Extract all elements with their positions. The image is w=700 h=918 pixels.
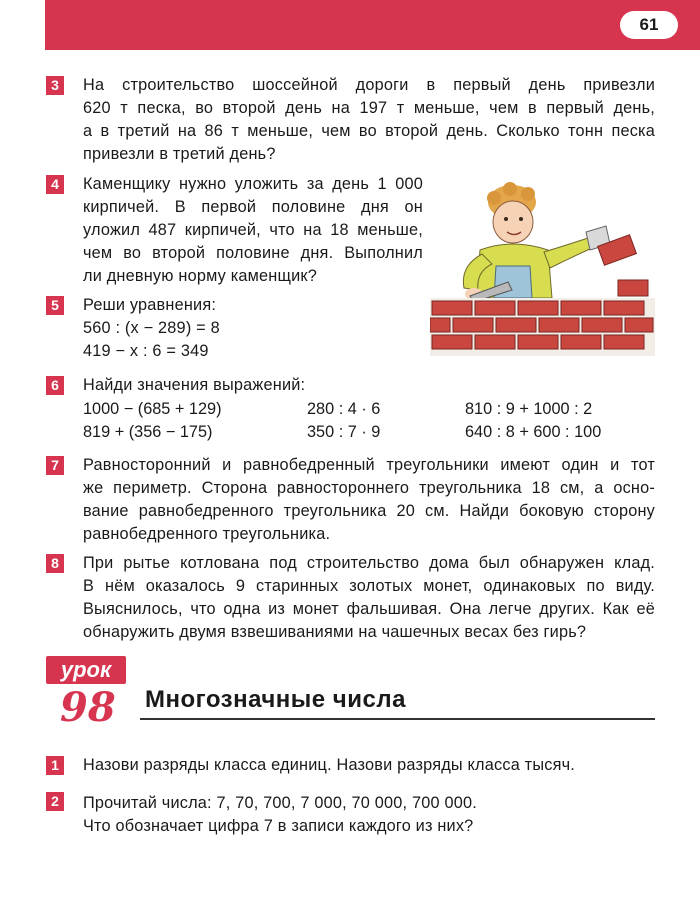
task-6-expression: 350 : 7 · 9 bbox=[307, 423, 381, 441]
task-8-line: Выяснилось, что одна из монет фальшивая. Она легче других. Как её bbox=[83, 600, 655, 618]
task-5-text bbox=[83, 294, 220, 363]
task-4-text bbox=[83, 173, 423, 288]
lesson-task-2-text bbox=[83, 792, 477, 838]
lesson-task-2-line: Прочитай числа: 7, 70, 700, 7 000, 70 000, 700 000. bbox=[83, 794, 477, 812]
lesson-task-1-text bbox=[83, 754, 575, 777]
task-6-expression: 640 : 8 + 600 : 100 bbox=[465, 423, 602, 441]
task-7-line: же периметр. Сторона равностороннего треугольника 18 см, а осно- bbox=[83, 479, 655, 497]
task-4-line: уложил 487 кирпичей, что на 18 меньше, bbox=[83, 221, 423, 239]
lesson-task-2-line: Что обозначает цифра 7 в записи каждого из них? bbox=[83, 817, 474, 835]
task-5-equation: 560 : (x − 289) = 8 bbox=[83, 319, 220, 337]
bricklayer-illustration bbox=[430, 180, 655, 356]
lesson-task-2-number: 2 bbox=[46, 792, 64, 811]
task-8-line: обнаружить двумя взвешиваниями на чашечных весах без гирь? bbox=[83, 623, 587, 641]
task-3-line: 620 т песка, во второй день на 197 т меньше, чем в первый день, bbox=[83, 99, 655, 117]
task-6-expression: 1000 − (685 + 129) bbox=[83, 400, 222, 418]
task-5-equation: 419 − x : 6 = 349 bbox=[83, 342, 209, 360]
task-5-number: 5 bbox=[46, 296, 64, 315]
task-7-text bbox=[83, 454, 655, 546]
lesson-title: Многозначные числа bbox=[145, 686, 406, 713]
task-6-number: 6 bbox=[46, 376, 64, 395]
task-4-line: ли дневную норму каменщик? bbox=[83, 267, 317, 285]
task-8-line: При рытье котлована под строительство дома был обнаружен клад. bbox=[83, 554, 655, 572]
task-4-line: Каменщику нужно уложить за день 1 000 bbox=[83, 175, 423, 193]
task-6-expression: 810 : 9 + 1000 : 2 bbox=[465, 400, 593, 418]
task-8-number: 8 bbox=[46, 554, 64, 573]
task-4-number: 4 bbox=[46, 175, 64, 194]
task-3-number: 3 bbox=[46, 76, 64, 95]
task-7-line: вание равнобедренного треугольника 20 см. Найди боковую сторону bbox=[83, 502, 655, 520]
task-7-line: Равносторонний и равнобедренный треугольники имеют один и тот bbox=[83, 456, 655, 474]
task-8-line: В нём оказалось 9 старинных золотых монет, одинаковых по виду. bbox=[83, 577, 655, 595]
task-7-line: равнобедренного треугольника. bbox=[83, 525, 331, 543]
task-3-line: а в третий на 86 т меньше, чем во второй день. Сколько тонн песка bbox=[83, 122, 655, 140]
task-7-number: 7 bbox=[46, 456, 64, 475]
page-number: 61 bbox=[620, 11, 678, 39]
task-3-line: привезли в третий день? bbox=[83, 145, 276, 163]
lesson-number: 98 bbox=[60, 684, 116, 731]
task-4-line: чем во второй половине дня. Выполнил bbox=[83, 244, 423, 262]
page-header-band bbox=[45, 0, 700, 50]
lesson-title-underline bbox=[140, 718, 655, 720]
lesson-task-1-number: 1 bbox=[46, 756, 64, 775]
lesson-task-1-line: Назови разряды класса единиц. Назови разряды класса тысяч. bbox=[83, 756, 575, 774]
lesson-badge: урок bbox=[46, 656, 126, 684]
task-6-heading: Найди значения выражений: bbox=[83, 376, 306, 394]
task-6-column bbox=[307, 398, 380, 444]
task-3-text bbox=[83, 74, 655, 166]
task-6-expression: 280 : 4 · 6 bbox=[307, 400, 381, 418]
task-4-line: кирпичей. В первой половине дня он bbox=[83, 198, 423, 216]
task-6-column bbox=[465, 398, 601, 444]
task-6-column bbox=[83, 398, 222, 444]
task-5-line: Реши уравнения: bbox=[83, 296, 217, 314]
task-8-text bbox=[83, 552, 655, 644]
task-3-line: На строительство шоссейной дороги в первый день привезли bbox=[83, 76, 655, 94]
task-6-expression: 819 + (356 − 175) bbox=[83, 423, 213, 441]
